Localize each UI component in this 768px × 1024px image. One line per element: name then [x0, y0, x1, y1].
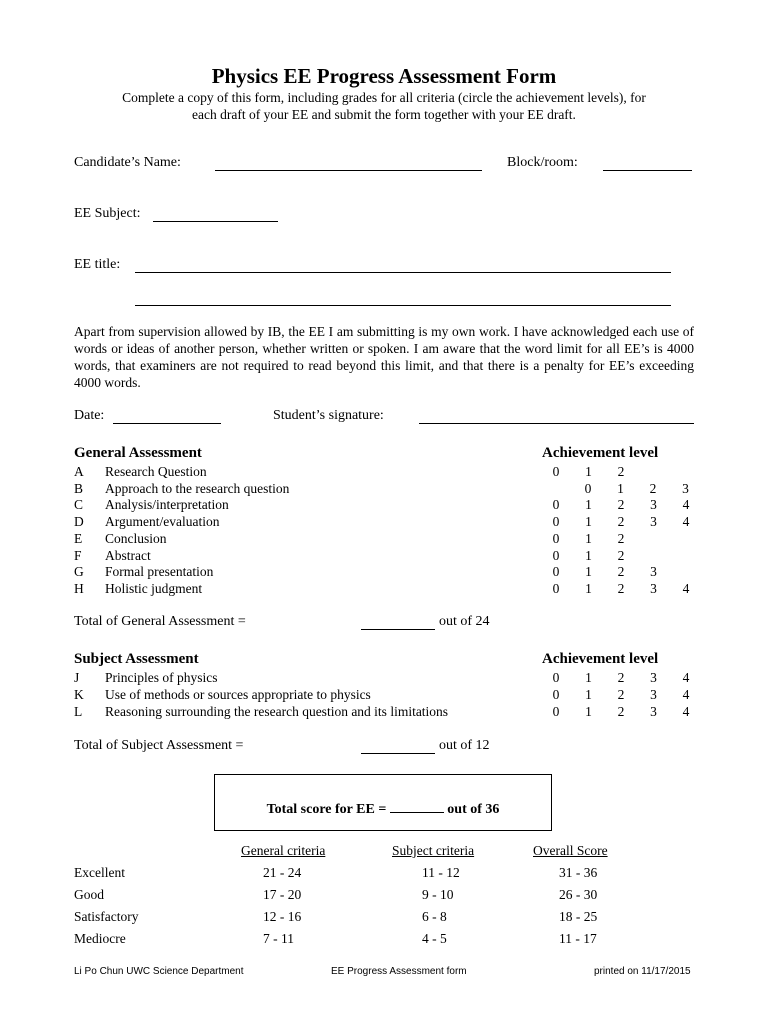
ee-subject-field[interactable]: [153, 221, 278, 222]
subject-achievement-level-heading: Achievement level: [542, 651, 659, 667]
achievement-level-option[interactable]: 1: [585, 514, 592, 530]
general-assessment-heading: General Assessment: [74, 445, 202, 461]
grade-label: Mediocre: [74, 931, 126, 946]
candidate-name-label: Candidate’s Name:: [74, 155, 181, 170]
achievement-level-option[interactable]: 4: [682, 514, 690, 530]
total-score-box: [214, 774, 552, 831]
achievement-level-option[interactable]: 0: [552, 530, 560, 546]
achievement-level-option[interactable]: 2: [617, 580, 625, 596]
achievement-level-option[interactable]: 3: [650, 580, 657, 596]
achievement-level-option[interactable]: 3: [650, 564, 657, 580]
criterion-row: [74, 531, 694, 548]
subject-total-label: Total of Subject Assessment =: [74, 738, 244, 753]
grade-label: Satisfactory: [74, 909, 139, 924]
criterion-letter: K: [74, 687, 84, 702]
criterion-row: [74, 704, 694, 721]
criterion-name: Holistic judgment: [105, 580, 203, 596]
ee-title-label: EE title:: [74, 257, 121, 272]
achievement-level-option[interactable]: 4: [682, 687, 690, 702]
grade-label: Good: [74, 887, 104, 902]
block-room-field[interactable]: [603, 170, 692, 171]
achievement-level-option[interactable]: 1: [585, 530, 592, 546]
criterion-row: [74, 670, 694, 687]
achievement-level-option[interactable]: 0: [552, 704, 560, 719]
signature-label: Student’s signature:: [273, 408, 384, 423]
criterion-letter: H: [74, 580, 84, 596]
achievement-level-option[interactable]: 1: [585, 564, 592, 580]
criterion-letter: A: [74, 464, 84, 479]
achievement-level-option[interactable]: 2: [617, 687, 625, 702]
date-field[interactable]: [113, 423, 221, 424]
overall-range: 26 - 30: [559, 887, 598, 902]
candidate-name-field[interactable]: [215, 170, 482, 171]
subject-total-suffix: out of 12: [439, 738, 490, 753]
general-achievement-level-heading: Achievement level: [542, 445, 659, 461]
subject-range: 11 - 12: [422, 865, 460, 880]
criterion-letter: F: [74, 547, 82, 563]
achievement-level-option[interactable]: 3: [650, 687, 657, 702]
achievement-level-option[interactable]: 2: [617, 514, 625, 530]
general-total-label: Total of General Assessment =: [74, 614, 246, 629]
criterion-row: [74, 497, 694, 514]
achievement-level-option[interactable]: 3: [650, 704, 657, 719]
footer-left: Li Po Chun UWC Science Department: [74, 966, 244, 977]
achievement-level-option[interactable]: 4: [682, 497, 690, 513]
criterion-letter: G: [74, 564, 84, 580]
criterion-name: Conclusion: [105, 530, 167, 546]
achievement-level-option[interactable]: 2: [617, 564, 625, 580]
subject-assessment-heading: Subject Assessment: [74, 651, 199, 667]
achievement-level-option[interactable]: 0: [552, 564, 560, 580]
page-title: Physics EE Progress Assessment Form: [211, 64, 557, 88]
date-label: Date:: [74, 408, 105, 423]
subject-range: 6 - 8: [422, 909, 447, 924]
overall-range: 18 - 25: [559, 909, 598, 924]
criterion-row: [74, 687, 694, 704]
criterion-row: [74, 581, 694, 598]
achievement-level-option[interactable]: 2: [617, 704, 625, 719]
general-total-field[interactable]: [361, 629, 435, 630]
achievement-level-option[interactable]: 4: [682, 580, 690, 596]
achievement-level-option[interactable]: 4: [682, 670, 690, 685]
achievement-level-option[interactable]: 2: [617, 547, 625, 563]
subject-range: 9 - 10: [422, 887, 454, 902]
achievement-level-option[interactable]: 2: [617, 670, 625, 685]
achievement-level-option[interactable]: 2: [649, 480, 657, 496]
achievement-level-option[interactable]: 4: [682, 704, 690, 719]
subject-range: 4 - 5: [422, 931, 447, 946]
criterion-name: Use of methods or sources appropriate to physics: [105, 687, 371, 702]
overall-range: 31 - 36: [559, 865, 598, 880]
ee-subject-label: EE Subject:: [74, 206, 141, 221]
achievement-level-option[interactable]: 0: [584, 480, 592, 496]
general-range: 21 - 24: [263, 865, 302, 880]
achievement-level-option[interactable]: 0: [552, 580, 560, 596]
signature-field[interactable]: [419, 423, 694, 424]
achievement-level-option[interactable]: 1: [617, 480, 624, 496]
achievement-level-option[interactable]: 2: [617, 530, 625, 546]
general-range: 12 - 16: [263, 909, 302, 924]
achievement-level-option[interactable]: 0: [552, 547, 560, 563]
criterion-name: Analysis/interpretation: [105, 497, 229, 513]
achievement-level-option[interactable]: 0: [552, 497, 560, 513]
criterion-name: Argument/evaluation: [105, 514, 220, 530]
criterion-name: Approach to the research question: [105, 480, 290, 496]
subject-total-field[interactable]: [361, 753, 435, 754]
overall-range: 11 - 17: [559, 931, 597, 946]
criterion-letter: J: [74, 670, 80, 685]
table-header-general: General criteria: [241, 843, 326, 858]
achievement-level-option[interactable]: 2: [617, 464, 625, 479]
achievement-level-option[interactable]: 0: [552, 687, 560, 702]
achievement-level-option[interactable]: 1: [585, 687, 592, 702]
total-score-field[interactable]: [390, 800, 444, 813]
declaration-text: Apart from supervision allowed by IB, the EE I am submitting is my own work. I have acknowledged each use of words or ideas of another person, whether written or spoken. I am aware that the word limit for all EE’s is 4000 words, that examiners are not required to read beyond this limit, and that there is a penalty for EE’s exceeding 4000 words.: [74, 324, 694, 390]
achievement-level-option[interactable]: 3: [650, 497, 657, 513]
table-header-overall: Overall Score: [533, 843, 608, 858]
criterion-row: [74, 481, 694, 498]
achievement-level-option[interactable]: 1: [585, 497, 592, 513]
achievement-level-option[interactable]: 1: [585, 670, 592, 685]
criterion-row: [74, 564, 694, 581]
grade-label: Excellent: [74, 865, 125, 880]
achievement-level-option[interactable]: 1: [585, 547, 592, 563]
achievement-level-option[interactable]: 3: [682, 480, 689, 496]
footer-right: printed on 11/17/2015: [594, 966, 691, 977]
criterion-name: Research Question: [105, 464, 207, 479]
block-room-label: Block/room:: [507, 155, 578, 170]
criterion-row: [74, 514, 694, 531]
criterion-letter: L: [74, 704, 83, 719]
total-score-suffix: out of 36: [447, 802, 500, 817]
achievement-level-option[interactable]: 1: [585, 704, 592, 719]
general-range: 7 - 11: [263, 931, 294, 946]
general-range: 17 - 20: [263, 887, 302, 902]
achievement-level-option[interactable]: 1: [585, 580, 592, 596]
instructions-line-2: each draft of your EE and submit the form together with your EE draft.: [192, 107, 576, 122]
achievement-level-option[interactable]: 2: [617, 497, 625, 513]
general-total-suffix: out of 24: [439, 614, 490, 629]
criterion-row: [74, 548, 694, 565]
criterion-letter: D: [74, 514, 84, 530]
criterion-letter: B: [74, 480, 84, 496]
achievement-level-option[interactable]: 3: [650, 514, 657, 530]
criterion-name: Reasoning surrounding the research question and its limitations: [105, 704, 449, 719]
criterion-name: Formal presentation: [105, 564, 214, 580]
footer-center: EE Progress Assessment form: [331, 966, 467, 977]
achievement-level-option[interactable]: 3: [650, 670, 657, 685]
instructions-line-1: Complete a copy of this form, including grades for all criteria (circle the achievement levels), for: [122, 90, 646, 105]
criterion-letter: C: [74, 497, 84, 513]
achievement-level-option[interactable]: 0: [552, 670, 560, 685]
criterion-name: Principles of physics: [105, 670, 218, 685]
ee-title-field-line-2[interactable]: [135, 305, 671, 306]
criterion-letter: E: [74, 530, 83, 546]
total-score-label: Total score for EE =: [266, 802, 387, 817]
ee-title-field-line-1[interactable]: [135, 272, 671, 273]
achievement-level-option[interactable]: 0: [552, 514, 560, 530]
achievement-level-option[interactable]: 0: [552, 464, 560, 479]
criterion-name: Abstract: [105, 547, 151, 563]
criterion-row: [74, 464, 694, 481]
achievement-level-option[interactable]: 1: [585, 464, 592, 479]
table-header-subject: Subject criteria: [392, 843, 475, 858]
